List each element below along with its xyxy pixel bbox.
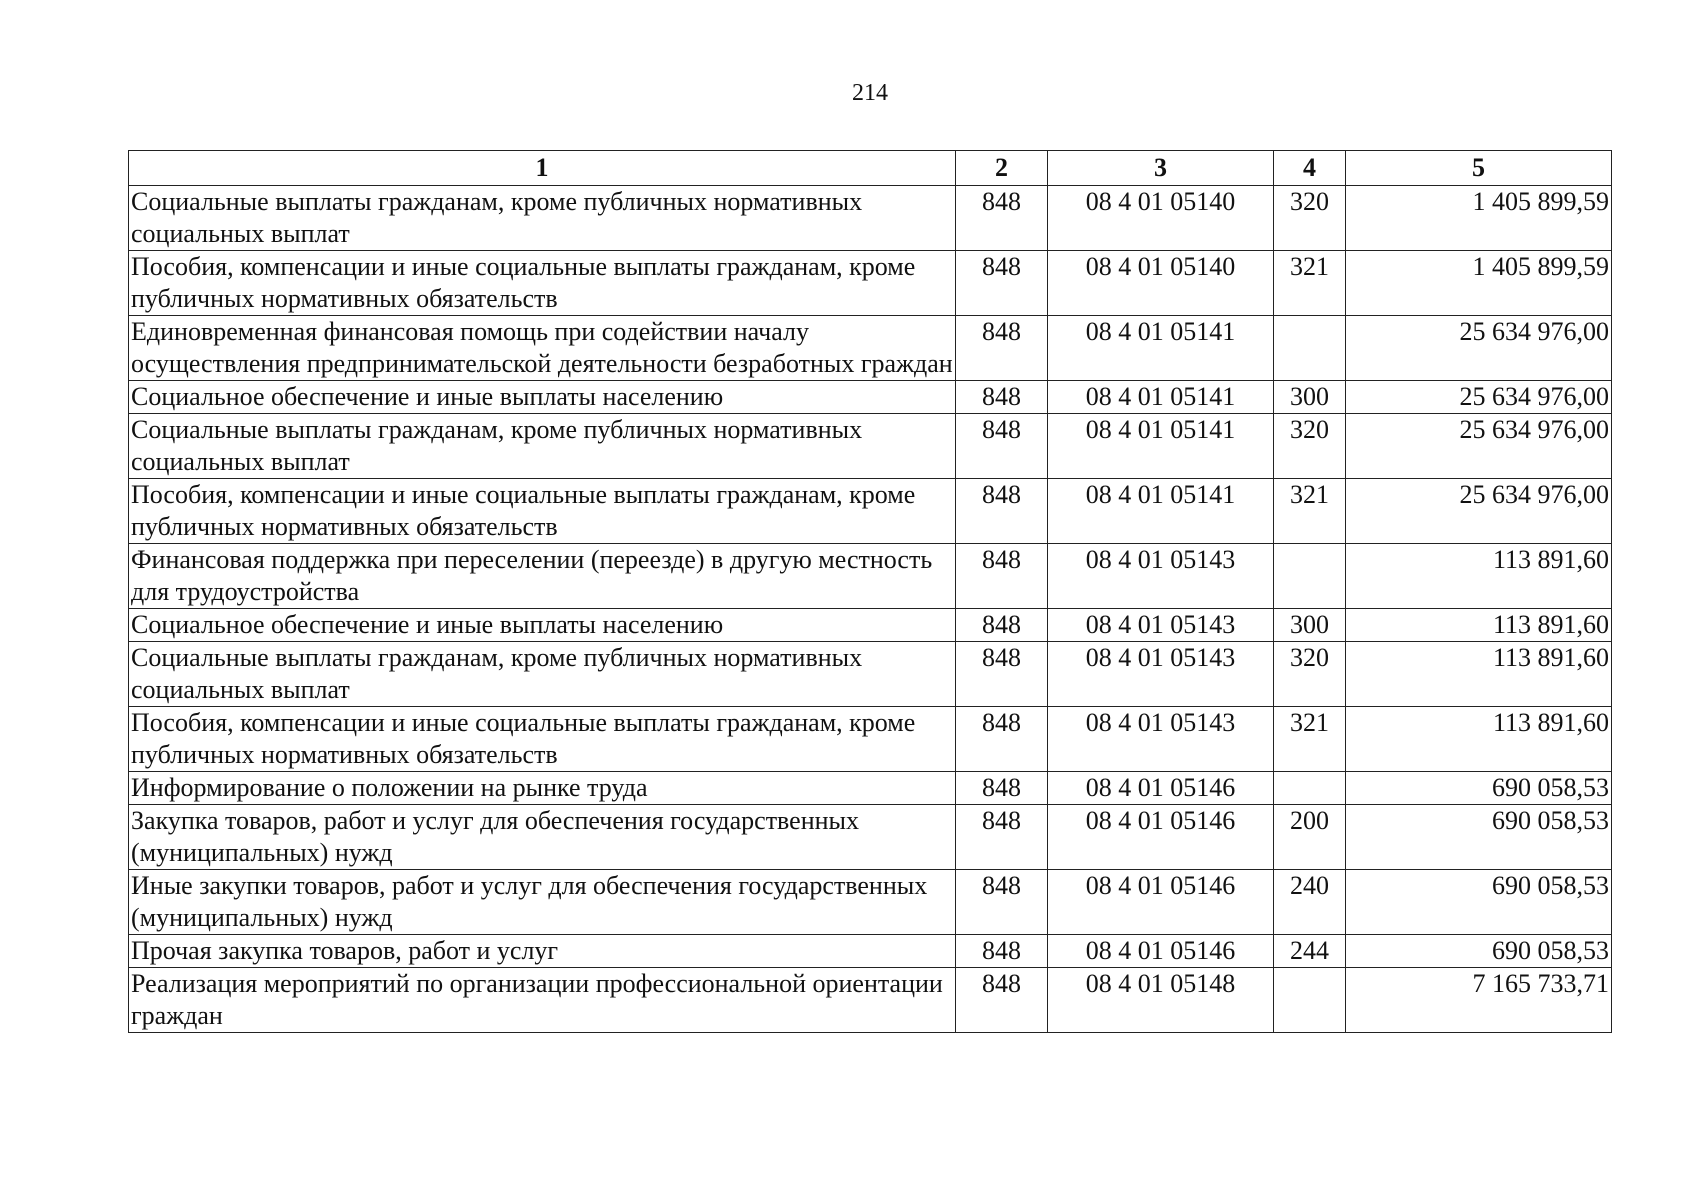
row-amount-cell: 113 891,60 xyxy=(1346,642,1612,707)
row-classification-cell: 08 4 01 05148 xyxy=(1048,968,1274,1033)
column-header: 5 xyxy=(1346,151,1612,186)
row-name-cell: Социальное обеспечение и иные выплаты населению xyxy=(129,381,956,414)
column-header: 3 xyxy=(1048,151,1274,186)
table-row xyxy=(129,642,1612,707)
row-name-cell: Пособия, компенсации и иные социальные выплаты гражданам, кроме публичных нормативных обязательств xyxy=(129,251,956,316)
table-body xyxy=(129,186,1612,1033)
table-row xyxy=(129,772,1612,805)
table-row xyxy=(129,251,1612,316)
row-name-cell: Информирование о положении на рынке труда xyxy=(129,772,956,805)
row-name-cell: Прочая закупка товаров, работ и услуг xyxy=(129,935,956,968)
row-expense-type-cell: 240 xyxy=(1274,870,1346,935)
row-expense-type-cell: 321 xyxy=(1274,251,1346,316)
row-name-cell: Реализация мероприятий по организации профессиональной ориентации граждан xyxy=(129,968,956,1033)
row-name-cell: Пособия, компенсации и иные социальные выплаты гражданам, кроме публичных нормативных обязательств xyxy=(129,479,956,544)
table-row xyxy=(129,935,1612,968)
row-amount-cell: 25 634 976,00 xyxy=(1346,479,1612,544)
row-amount-cell: 25 634 976,00 xyxy=(1346,316,1612,381)
table-row xyxy=(129,707,1612,772)
row-classification-cell: 08 4 01 05146 xyxy=(1048,935,1274,968)
row-expense-type-cell: 321 xyxy=(1274,479,1346,544)
row-code-cell: 848 xyxy=(956,381,1048,414)
row-expense-type-cell xyxy=(1274,544,1346,609)
page-number: 214 xyxy=(852,80,888,106)
table-row xyxy=(129,870,1612,935)
row-amount-cell: 690 058,53 xyxy=(1346,870,1612,935)
row-classification-cell: 08 4 01 05143 xyxy=(1048,707,1274,772)
row-classification-cell: 08 4 01 05146 xyxy=(1048,772,1274,805)
row-classification-cell: 08 4 01 05146 xyxy=(1048,805,1274,870)
table-row xyxy=(129,968,1612,1033)
row-classification-cell: 08 4 01 05146 xyxy=(1048,870,1274,935)
row-amount-cell: 113 891,60 xyxy=(1346,609,1612,642)
row-name-cell: Социальное обеспечение и иные выплаты населению xyxy=(129,609,956,642)
row-expense-type-cell: 320 xyxy=(1274,414,1346,479)
row-code-cell: 848 xyxy=(956,870,1048,935)
row-expense-type-cell: 200 xyxy=(1274,805,1346,870)
row-code-cell: 848 xyxy=(956,251,1048,316)
row-code-cell: 848 xyxy=(956,772,1048,805)
row-name-cell: Единовременная финансовая помощь при содействии началу осуществления предпринимательской деятельности безработных граждан xyxy=(129,316,956,381)
row-amount-cell: 690 058,53 xyxy=(1346,935,1612,968)
row-classification-cell: 08 4 01 05141 xyxy=(1048,414,1274,479)
row-classification-cell: 08 4 01 05141 xyxy=(1048,381,1274,414)
row-code-cell: 848 xyxy=(956,544,1048,609)
row-expense-type-cell xyxy=(1274,772,1346,805)
row-name-cell: Социальные выплаты гражданам, кроме публичных нормативных социальных выплат xyxy=(129,642,956,707)
row-amount-cell: 113 891,60 xyxy=(1346,544,1612,609)
row-expense-type-cell xyxy=(1274,316,1346,381)
column-header: 2 xyxy=(956,151,1048,186)
row-amount-cell: 690 058,53 xyxy=(1346,805,1612,870)
row-classification-cell: 08 4 01 05141 xyxy=(1048,479,1274,544)
budget-table xyxy=(128,150,1612,1033)
table-header-row xyxy=(129,151,1612,186)
row-code-cell: 848 xyxy=(956,707,1048,772)
table-row xyxy=(129,609,1612,642)
row-expense-type-cell: 300 xyxy=(1274,381,1346,414)
row-code-cell: 848 xyxy=(956,414,1048,479)
row-code-cell: 848 xyxy=(956,609,1048,642)
table-row xyxy=(129,186,1612,251)
row-expense-type-cell: 244 xyxy=(1274,935,1346,968)
row-classification-cell: 08 4 01 05141 xyxy=(1048,316,1274,381)
row-classification-cell: 08 4 01 05140 xyxy=(1048,186,1274,251)
row-amount-cell: 7 165 733,71 xyxy=(1346,968,1612,1033)
table-row xyxy=(129,479,1612,544)
row-classification-cell: 08 4 01 05143 xyxy=(1048,642,1274,707)
row-code-cell: 848 xyxy=(956,935,1048,968)
row-code-cell: 848 xyxy=(956,316,1048,381)
table-row xyxy=(129,805,1612,870)
row-expense-type-cell: 300 xyxy=(1274,609,1346,642)
row-code-cell: 848 xyxy=(956,479,1048,544)
row-classification-cell: 08 4 01 05140 xyxy=(1048,251,1274,316)
row-amount-cell: 25 634 976,00 xyxy=(1346,381,1612,414)
row-name-cell: Закупка товаров, работ и услуг для обеспечения государственных (муниципальных) нужд xyxy=(129,805,956,870)
row-expense-type-cell: 321 xyxy=(1274,707,1346,772)
row-amount-cell: 113 891,60 xyxy=(1346,707,1612,772)
row-code-cell: 848 xyxy=(956,186,1048,251)
column-header: 1 xyxy=(129,151,956,186)
row-name-cell: Пособия, компенсации и иные социальные выплаты гражданам, кроме публичных нормативных обязательств xyxy=(129,707,956,772)
row-code-cell: 848 xyxy=(956,805,1048,870)
row-expense-type-cell: 320 xyxy=(1274,642,1346,707)
table-row xyxy=(129,316,1612,381)
row-amount-cell: 690 058,53 xyxy=(1346,772,1612,805)
row-name-cell: Иные закупки товаров, работ и услуг для обеспечения государственных (муниципальных) нужд xyxy=(129,870,956,935)
row-classification-cell: 08 4 01 05143 xyxy=(1048,609,1274,642)
table-row xyxy=(129,544,1612,609)
row-code-cell: 848 xyxy=(956,642,1048,707)
row-code-cell: 848 xyxy=(956,968,1048,1033)
table-row xyxy=(129,381,1612,414)
row-name-cell: Финансовая поддержка при переселении (переезде) в другую местность для трудоустройства xyxy=(129,544,956,609)
row-name-cell: Социальные выплаты гражданам, кроме публичных нормативных социальных выплат xyxy=(129,186,956,251)
row-amount-cell: 1 405 899,59 xyxy=(1346,186,1612,251)
row-expense-type-cell xyxy=(1274,968,1346,1033)
column-header: 4 xyxy=(1274,151,1346,186)
row-expense-type-cell: 320 xyxy=(1274,186,1346,251)
table-row xyxy=(129,414,1612,479)
row-amount-cell: 1 405 899,59 xyxy=(1346,251,1612,316)
row-name-cell: Социальные выплаты гражданам, кроме публичных нормативных социальных выплат xyxy=(129,414,956,479)
row-classification-cell: 08 4 01 05143 xyxy=(1048,544,1274,609)
row-amount-cell: 25 634 976,00 xyxy=(1346,414,1612,479)
